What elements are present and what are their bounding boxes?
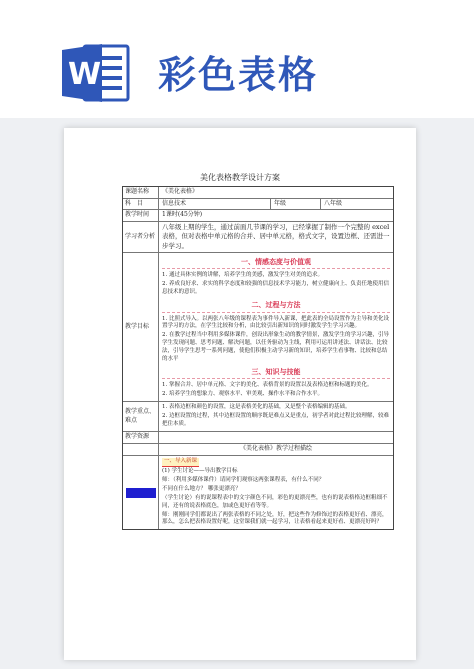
time-label: 教学时间 (123, 210, 159, 221)
process-item: 师：刚刚同学们都说出了两张表格的不同之处，好，把这些作为修饰过的表格更好看、漂亮，那么，怎么把表格设置好呢，这堂课我们就一起学习，让表格看起来更好看、更漂亮好吗？ (162, 511, 388, 526)
key-points-content (159, 402, 393, 431)
highlight-block (126, 488, 156, 498)
resource-value (159, 432, 393, 443)
process-row (123, 456, 393, 530)
goals-content (159, 253, 393, 401)
analysis-row (123, 222, 393, 253)
word-icon (62, 42, 132, 104)
resource-row (123, 432, 393, 444)
process-title-row (123, 444, 393, 456)
grade-value: 八年级 (324, 199, 343, 207)
key-points-row (123, 402, 393, 432)
analysis-text: 八年级上期的学生，通过前面几节课的学习，已经掌握了制作一个完整的 excel 表格，但对表格中单元格的合并、居中单元格，格式文字，设置边框、还需进一步学习。 (162, 223, 390, 250)
key-points-label: 教学重点、难点 (123, 402, 159, 431)
key-point-item: 2. 边框设置的过程，其中边框设置的顺序既是难点又是重点，初学者对此过程比较理解，较难把住本质。 (162, 413, 389, 428)
goal-item: 1. 掌握合并、居中单元格、文字的美化、表格背景的设置以及表格边框和标题的美化。 (162, 382, 373, 389)
subject-label: 科 目 (123, 199, 159, 210)
key-point-item: 1. 表格边框和颜色的设置，这是表格美化的基础，又是整个表格编辑的基础。 (162, 404, 351, 411)
banner-title: 彩色表格 (158, 53, 319, 97)
document-title: 美化表格教学设计方案 (200, 173, 280, 182)
goal-heading-1: 一、情感态度与价值观 (162, 257, 390, 269)
resource-label: 教学资源 (123, 432, 159, 443)
process-label-cell (123, 456, 159, 530)
process-item: 不同在什么地方？ 哪张更漂亮？ (162, 485, 241, 492)
process-tag: 一、导入新课 (162, 458, 199, 467)
banner (0, 0, 474, 118)
process-title: 《美化表格》教学过程描绘 (239, 445, 312, 452)
process-item: 师：（利用多媒体课件）请同学们观察这两张课程表，有什么不同？ (162, 476, 325, 483)
document-page (64, 128, 416, 660)
time-row (123, 210, 393, 222)
goals-row (123, 253, 393, 402)
goal-heading-3: 三、知识与技能 (162, 367, 390, 379)
process-item: （学生讨论）有的说课程表中的文字颜色不同，彩色的更漂亮些，也有的说表格格边框粗细不同，还有的说表格底色，加或色更好看等等。 (162, 494, 388, 509)
subject-value: 信息技术 (159, 199, 271, 210)
process-item: (1) 学生讨论——导出教学目标 (162, 467, 238, 474)
process-content (159, 456, 393, 530)
svg-text:W: W (68, 57, 102, 92)
grade-label: 年级 (271, 199, 321, 210)
goal-item: 1. 通过具体实例的讲解，培养学生的美感，激发学生对美的追求。 (162, 272, 323, 279)
time-value: 1课时(45分钟) (162, 211, 203, 219)
goal-item: 2. 养成良好求、求实的科学态度和较强的信息技术学习能力，树立健康向上、负责任地使用信息技术的意识。 (162, 281, 389, 296)
lesson-plan-table (122, 186, 394, 530)
course-value: 《美化表格》 (162, 188, 199, 195)
goal-heading-2: 二、过程与方法 (162, 300, 390, 312)
course-label: 课题名称 (123, 187, 159, 198)
analysis-label: 学习者分析 (123, 222, 159, 252)
goal-item: 1. 比照式导入。以两张八年级的课程表为事件导入新课，把此表的全局设置作为主导和美化设置学习的方法，在学生比较和分析，由比较引出新知识的同时激发学生学习兴趣。 (162, 315, 389, 330)
goal-item: 2. 培养学生的想象力、观察水平、审美观、操作水平和合作水平。 (162, 391, 323, 398)
goal-item: 2. 在教学过程当中利用多媒体课件，创设出形象生动的教学情景，激发学生的学习兴趣，引导学生发现问题、思考问题、解决问题，以任务驱动为主线，利用可运用讲述法、讲话法、比较法，引导学生思考一系列问题，使他们积极主动学习新的知识，培养学生看事物、比较和总结的水平 (162, 332, 389, 363)
course-row (123, 187, 393, 199)
goals-label: 教学目标 (123, 253, 159, 401)
subject-row (123, 199, 393, 211)
